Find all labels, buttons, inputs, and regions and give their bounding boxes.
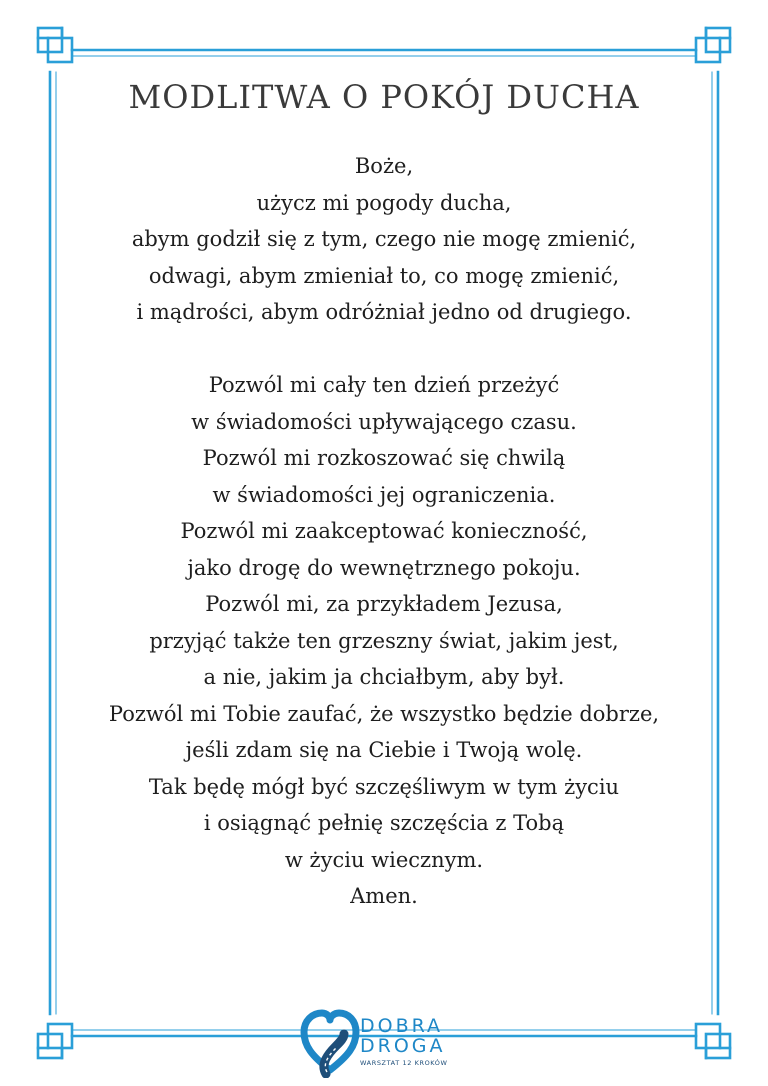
prayer-line: abym godził się z tym, czego nie mogę zmienić,	[131, 227, 637, 251]
stanza-1	[0, 148, 768, 331]
prayer-line: Amen.	[350, 884, 418, 908]
prayer-line: Pozwól mi cały ten dzień przeżyć	[208, 373, 560, 397]
prayer-title: MODLITWA O POKÓJ DUCHA	[128, 78, 640, 116]
logo-word-2: DROGA	[360, 1035, 446, 1057]
prayer-line: Boże,	[354, 154, 414, 178]
prayer-line: użycz mi pogody ducha,	[256, 190, 512, 215]
prayer-line: w życiu wiecznym.	[284, 847, 484, 872]
prayer-line: jako drogę do wewnętrznego pokoju.	[187, 555, 581, 580]
prayer-line: w świadomości upływającego czasu.	[191, 409, 577, 434]
prayer-line: Pozwól mi zaakceptować konieczność,	[180, 519, 588, 543]
prayer-line: i mądrości, abym odróżniał jedno od drugiego.	[136, 300, 632, 324]
stanza-2	[0, 367, 768, 915]
logo-word-1: DOBRA	[360, 1015, 444, 1037]
dobra-droga-logo	[300, 1008, 480, 1078]
prayer-line: Tak będę mógł być szczęśliwym w tym życiu	[148, 774, 620, 799]
corner-ornament-bottom-right	[696, 1024, 730, 1058]
prayer-line: przyjąć także ten grzeszny świat, jakim jest,	[149, 628, 619, 653]
prayer-line: odwagi, abym zmieniał to, co mogę zmienić,	[148, 263, 620, 288]
logo-tagline: WARSZTAT 12 KROKÓW	[360, 1059, 448, 1067]
prayer-line: i osiągnąć pełnię szczęścia z Tobą	[203, 811, 565, 835]
prayer-line: Pozwól mi Tobie zaufać, że wszystko będzie dobrze,	[108, 701, 660, 726]
corner-ornament-top-right	[696, 28, 730, 62]
corner-ornament-top-left	[38, 28, 72, 62]
heart-road-icon	[300, 1008, 360, 1078]
prayer-line: Pozwól mi, za przykładem Jezusa,	[205, 592, 563, 616]
corner-ornament-bottom-left	[38, 1024, 72, 1058]
prayer-line: a nie, jakim ja chciałbym, aby był.	[203, 665, 565, 689]
prayer-line: w świadomości jej ograniczenia.	[212, 482, 556, 507]
prayer-line: Pozwól mi rozkoszować się chwilą	[202, 446, 566, 470]
prayer-line: jeśli zdam się na Ciebie i Twoją wolę.	[185, 738, 583, 762]
